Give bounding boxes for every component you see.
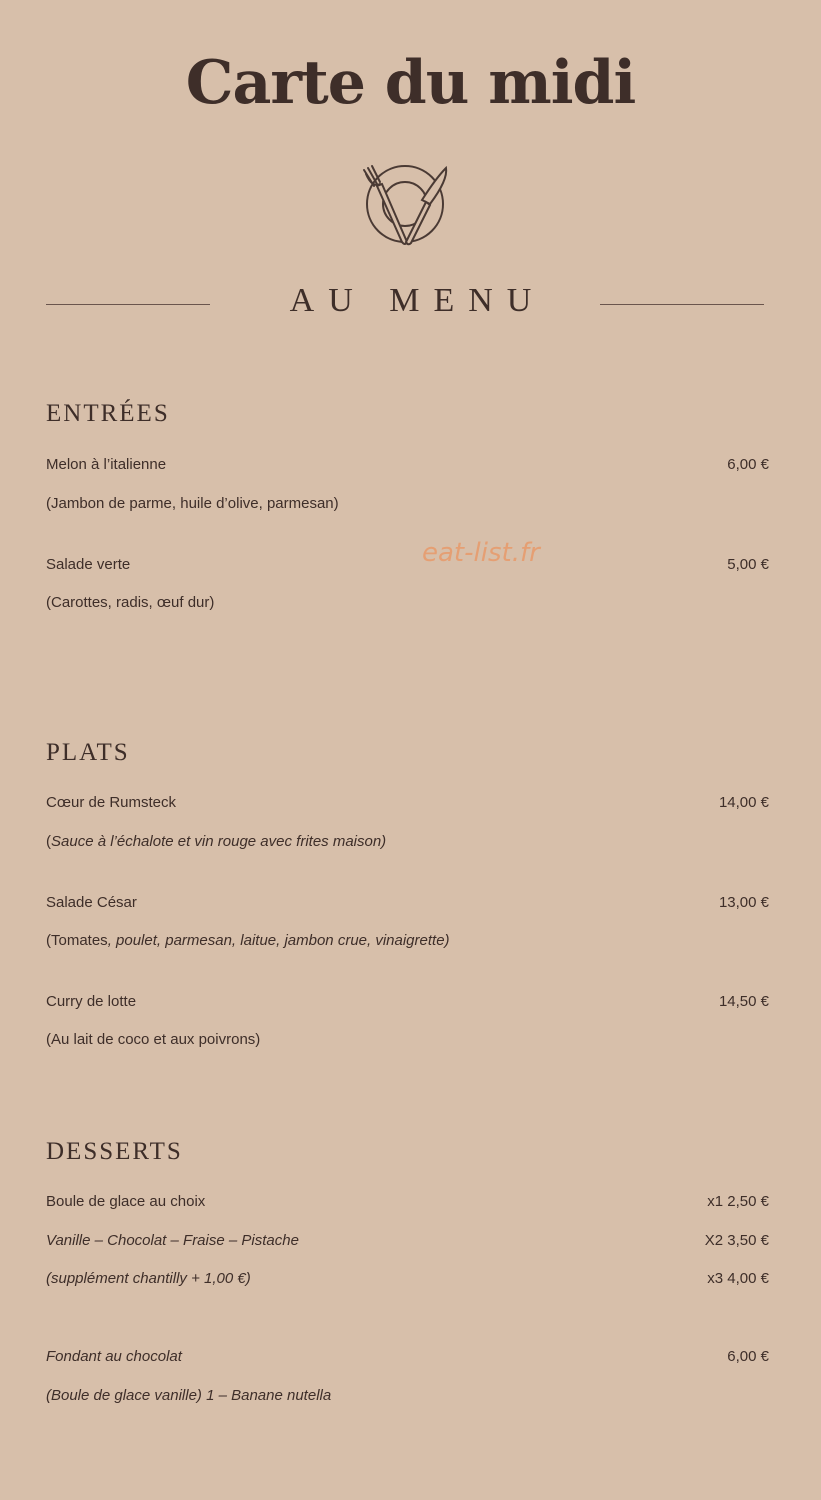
menu-item: [46, 1232, 769, 1256]
item-name: (Boule de glace vanille) 1 – Banane nutella: [46, 1387, 332, 1404]
item-price: 6,00 €: [727, 1348, 769, 1365]
menu-item: [46, 456, 769, 480]
menu-item: [46, 794, 769, 818]
item-description: [46, 1031, 769, 1055]
item-description: [46, 594, 769, 618]
item-price: x3 4,00 €: [707, 1270, 769, 1287]
item-desc-text: [46, 833, 386, 850]
section-title-entrees: ENTRÉES: [46, 400, 170, 427]
section-title-desserts: DESSERTS: [46, 1138, 183, 1165]
desc-italic: Sauce à l’échalote et vin rouge avec frites maison): [51, 833, 387, 850]
menu-item: [46, 1270, 769, 1294]
item-name: Cœur de Rumsteck: [46, 794, 177, 811]
menu-item: [46, 1348, 769, 1372]
desc-italic: , poulet, parmesan, laitue, jambon crue, vinaigrette): [107, 932, 450, 949]
item-name: Salade verte: [46, 556, 131, 573]
menu-item: [46, 1387, 769, 1411]
item-price: X2 3,50 €: [704, 1232, 769, 1249]
desc-open: (: [46, 833, 51, 850]
menu-item: [46, 1193, 769, 1217]
menu-item: [46, 894, 769, 918]
item-desc-text: (Au lait de coco et aux poivrons): [46, 1031, 261, 1048]
menu-item: [46, 993, 769, 1017]
item-price: 13,00 €: [718, 894, 769, 911]
item-desc-text: (Carottes, radis, œuf dur): [46, 594, 215, 611]
item-name: (supplément chantilly + 1,00 €): [46, 1270, 251, 1287]
item-price: x1 2,50 €: [707, 1193, 769, 1210]
item-price: 14,50 €: [718, 993, 769, 1010]
plate-fork-knife-icon: [360, 160, 450, 250]
menu-item: [46, 556, 769, 580]
item-price: 14,00 €: [718, 794, 769, 811]
item-desc-text: (Jambon de parme, huile d’olive, parmesan): [46, 495, 339, 512]
menu-header: [0, 280, 821, 330]
item-name: Boule de glace au choix: [46, 1193, 206, 1210]
item-description: [46, 495, 769, 519]
item-price: 6,00 €: [727, 456, 769, 473]
desc-prefix: (Tomates: [46, 932, 108, 949]
watermark: eat-list.fr: [422, 538, 540, 568]
menu-label: AU MENU: [289, 282, 546, 319]
section-title-plats: PLATS: [46, 739, 130, 766]
item-name: Vanille – Chocolat – Fraise – Pistache: [46, 1232, 299, 1249]
item-name: Curry de lotte: [46, 993, 137, 1010]
page-title: Carte du midi: [185, 48, 636, 118]
item-name: Salade César: [46, 894, 137, 911]
item-description: [46, 932, 769, 956]
item-name: Melon à l’italienne: [46, 456, 167, 473]
item-name: Fondant au chocolat: [46, 1348, 182, 1365]
item-description: [46, 833, 769, 857]
divider-right: [600, 304, 764, 305]
item-price: 5,00 €: [727, 556, 769, 573]
item-desc-text: [46, 932, 450, 949]
